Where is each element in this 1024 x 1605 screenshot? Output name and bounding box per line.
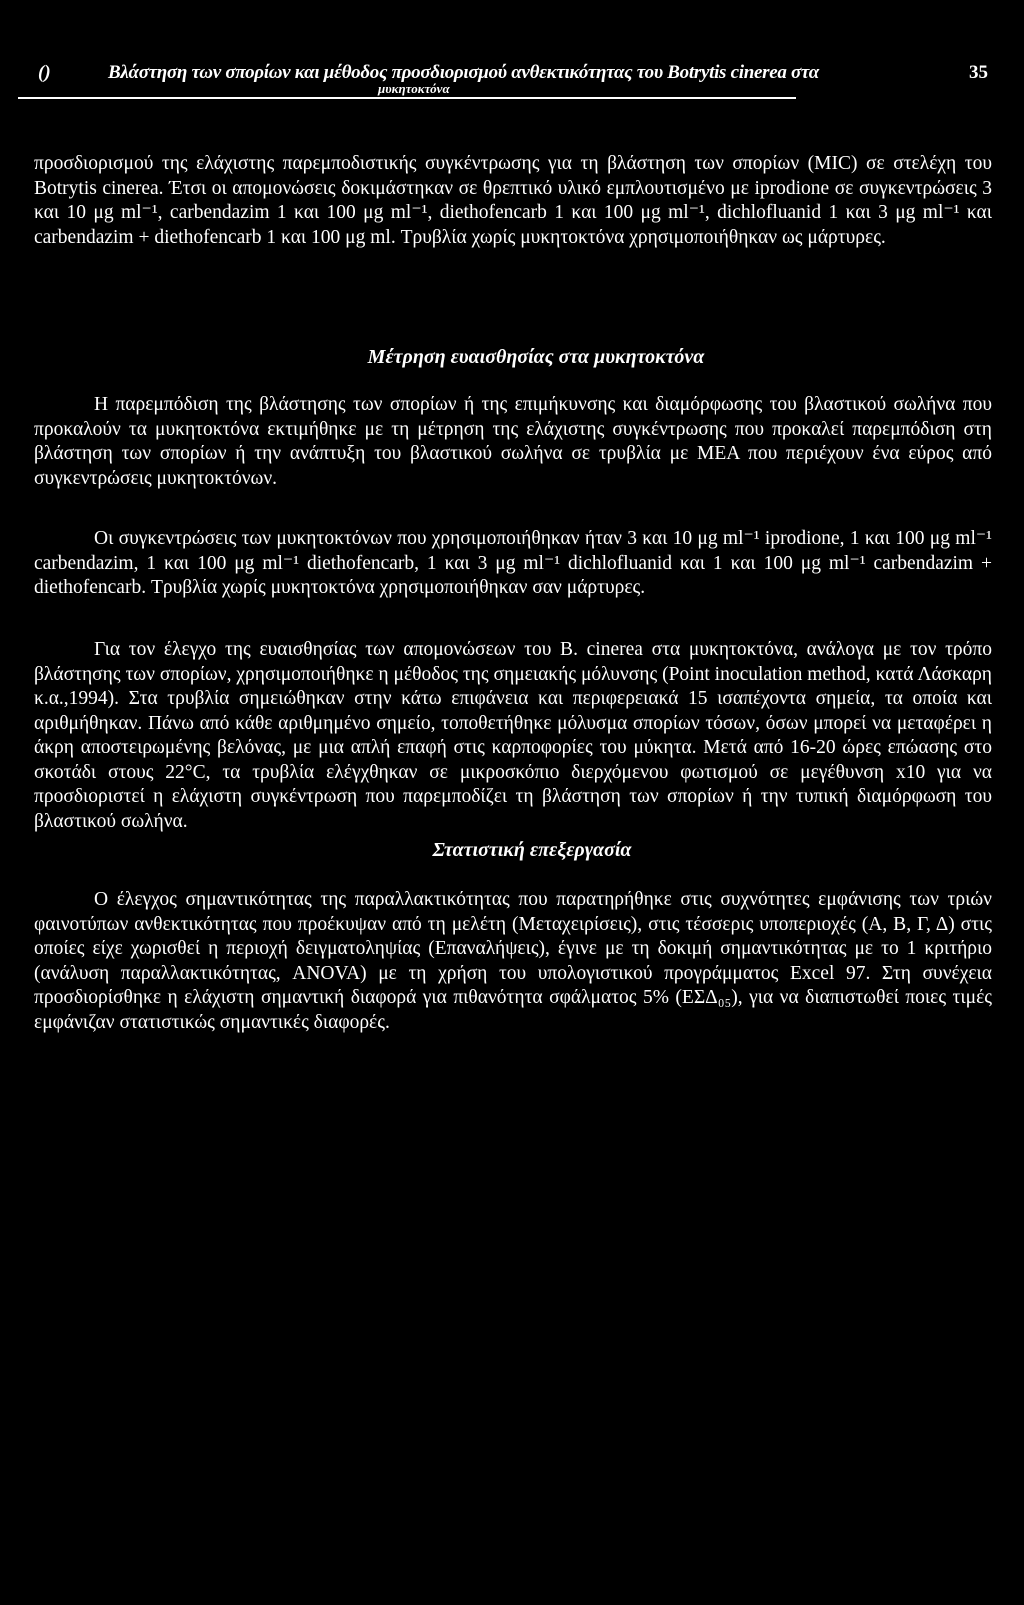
paragraph-method	[34, 638, 992, 834]
header-title: Βλάστηση των σπορίων και μέθοδος προσδιορισμού ανθεκτικότητας του Botrytis cinerea στα	[108, 62, 819, 83]
page-number: 35	[969, 62, 988, 83]
section-heading-sensitivity: Μέτρηση ευαισθησίας στα μυκητοκτόνα	[367, 346, 705, 368]
section-heading-statistics: Στατιστική επεξεργασία	[432, 839, 632, 861]
paragraph-inhibition	[34, 393, 992, 491]
header-subtitle: μυκητοκτόνα	[378, 81, 450, 96]
paragraph-concentrations	[34, 527, 992, 601]
running-header	[38, 62, 988, 96]
paragraph-mic-intro	[34, 152, 992, 250]
paragraph-text: Η παρεμπόδιση της βλάστησης των σπορίων ή της επιμήκυνσης και διαμόρφωσης του βλαστικού σωλήνα που προκαλούν τα μυκητοκτόνα εκτιμήθηκε με τη μέτρηση της ελάχιστης συγκέντρωσης που προκαλεί παρεμπόδιση στη βλάστηση των σπορίων ή την ανάπτυξη του βλαστικού σωλήνα σε τρυβλία με ΜΕΑ που περιέχουν ένα εύρος από συγκεντρώσεις μυκητοκτόνων.	[34, 394, 992, 489]
paragraph-statistics	[34, 888, 992, 1035]
header-left-mark: ()	[38, 62, 51, 83]
header-rule	[18, 97, 796, 99]
paragraph-text: Ο έλεγχος σημαντικότητας της παραλλακτικότητας που παρατηρήθηκε στις συχνότητες εμφάνισης των τριών φαινοτύπων ανθεκτικότητας που προέκυψαν από τη μελέτη (Μεταχειρίσεις), στις τέσσερις υποπεριοχές (Α, Β, Γ, Δ) στις οποίες είχε χωρισθεί η περιοχή δειγματοληψίας (Επαναλήψεις), έγινε με τη δοκιμή σημαντικότητας με το 1 κριτήριο (ανάλυση παραλλακτικότητας, ANOVA) με τη χρήση του υπολογιστικού προγράμματος Excel 97. Στη συνέχεια προσδιορίσθηκε η ελάχιστη σημαντική διαφορά για πιθανότητα σφάλματος 5% (ΕΣΔ₀₅), για να διαπιστωθεί ποιες τιμές εμφάνιζαν στατιστικώς σημαντικές διαφορές.	[34, 889, 992, 1033]
paragraph-text: Για τον έλεγχο της ευαισθησίας των απομονώσεων του B. cinerea στα μυκητοκτόνα, ανάλογα με τον τρόπο βλάστησης των σπορίων, χρησιμοποιήθηκε η μέθοδος της σημειακής μόλυνσης (Point inoculation method, κατά Λάσκαρη κ.α.,1994). Στα τρυβλία σημειώθηκαν στην κάτω επιφάνεια και περιφερειακά 15 ισαπέχοντα σημεία, τα οποία και αριθμήθηκαν. Πάνω από κάθε αριθμημένο σημείο, τοποθετήθηκε μόλυσμα σπορίων τόσων, όσων μπορεί να μεταφέρει η άκρη αποστειρωμένης βελόνας, με μια απλή επαφή στις καρποφορίες του μύκητα. Μετά από 16-20 ώρες επώασης στο σκοτάδι στους 22°C, τα τρυβλία ελέγχθηκαν σε μικροσκόπιο διερχόμενου φωτισμού σε μεγέθυνση x10 για να προσδιοριστεί η ελάχιστη συγκέντρωση που παρεμποδίζει τη βλάστηση των σπορίων ή την τυπική διαμόρφωση του βλαστικού σωλήνα.	[34, 639, 992, 832]
paragraph-text: Οι συγκεντρώσεις των μυκητοκτόνων που χρησιμοποιήθηκαν ήταν 3 και 10 μg ml⁻¹ iprodione, 1 και 100 μg ml⁻¹ carbendazim, 1 και 100 μg ml⁻¹ diethofencarb, 1 και 3 μg ml⁻¹ dichlofluanid και 1 και 100 μg ml⁻¹ carbendazim + diethofencarb. Τρυβλία χωρίς μυκητοκτόνα χρησιμοποιήθηκαν σαν μάρτυρες.	[34, 528, 992, 598]
paragraph-text: προσδιορισμού της ελάχιστης παρεμποδιστικής συγκέντρωσης για τη βλάστηση των σπορίων (MIC) σε στελέχη του Botrytis cinerea. Έτσι οι απομονώσεις δοκιμάστηκαν σε θρεπτικό υλικό εμπλουτισμένο με iprodione σε συγκεντρώσεις 3 και 10 μg ml⁻¹, carbendazim 1 και 100 μg ml⁻¹, diethofencarb 1 και 100 μg ml⁻¹, dichlofluanid 1 και 3 μg ml⁻¹ και carbendazim + diethofencarb 1 και 100 μg ml. Τρυβλία χωρίς μυκητοκτόνα χρησιμοποιήθηκαν ως μάρτυρες.	[34, 153, 992, 248]
